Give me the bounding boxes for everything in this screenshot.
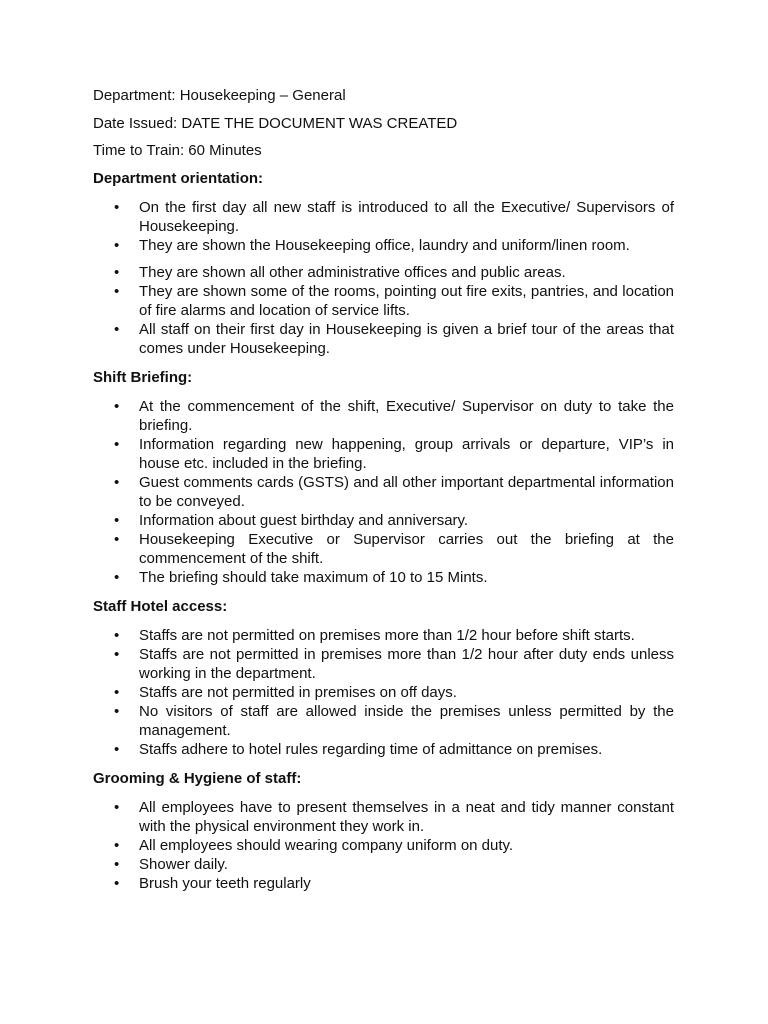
list-item (93, 798, 674, 836)
bullet-icon: • (114, 236, 120, 254)
list-item (93, 645, 674, 683)
list-item (93, 530, 674, 568)
shift-briefing-list (93, 397, 674, 587)
list-item (93, 740, 674, 759)
list-item-text: Housekeeping Executive or Supervisor carries out the briefing at the commencement of the shift. (139, 530, 674, 567)
list-item-text: Brush your teeth regularly (139, 874, 311, 892)
bullet-icon: • (114, 798, 120, 816)
bullet-icon: • (114, 435, 120, 453)
list-item-text: Staffs are not permitted in premises more than 1/2 hour after duty ends unless working in the department. (139, 645, 674, 682)
bullet-icon: • (114, 263, 120, 281)
bullet-icon: • (114, 511, 120, 529)
bullet-icon: • (114, 645, 120, 663)
list-item-text: Shower daily. (139, 855, 228, 873)
list-item (93, 198, 674, 236)
bullet-icon: • (114, 874, 120, 892)
list-item (93, 435, 674, 473)
section-heading-shift-briefing: Shift Briefing: (93, 368, 193, 386)
time-to-train-line: Time to Train: 60 Minutes (93, 142, 262, 159)
bullet-icon: • (114, 626, 120, 644)
list-item (93, 702, 674, 740)
section-heading-staff-hotel-access: Staff Hotel access: (93, 597, 228, 615)
list-item-text: Staffs are not permitted in premises on off days. (139, 683, 457, 701)
list-item-text: The briefing should take maximum of 10 to 15 Mints. (139, 568, 488, 586)
list-item (93, 236, 674, 255)
bullet-icon: • (114, 568, 120, 586)
list-item-text: On the first day all new staff is introduced to all the Executive/ Supervisors of Housekeeping. (139, 198, 674, 235)
date-issued-line: Date Issued: DATE THE DOCUMENT WAS CREATED (93, 114, 458, 132)
list-item-text: At the commencement of the shift, Executive/ Supervisor on duty to take the briefing. (139, 397, 674, 434)
bullet-icon: • (114, 397, 120, 415)
list-item-text: No visitors of staff are allowed inside the premises unless permitted by the management. (139, 702, 674, 739)
list-item-text: They are shown all other administrative offices and public areas. (139, 263, 566, 281)
list-item (93, 683, 674, 702)
list-item (93, 511, 674, 530)
bullet-icon: • (114, 320, 120, 338)
grooming-hygiene-list (93, 798, 674, 893)
bullet-icon: • (114, 683, 120, 701)
list-item-text: Information regarding new happening, group arrivals or departure, VIP’s in house etc. included in the briefing. (139, 435, 674, 472)
list-item-text: Staffs adhere to hotel rules regarding time of admittance on premises. (139, 740, 603, 758)
list-item (93, 836, 674, 855)
bullet-icon: • (114, 473, 120, 491)
list-item-text: They are shown the Housekeeping office, laundry and uniform/linen room. (139, 236, 630, 254)
list-item-text: All staff on their first day in Housekeeping is given a brief tour of the areas that comes under Housekeeping. (139, 320, 674, 357)
bullet-icon: • (114, 740, 120, 758)
department-line: Department: Housekeeping – General (93, 87, 346, 104)
department-orientation-list (93, 198, 674, 358)
list-item (93, 320, 674, 358)
section-heading-grooming-hygiene: Grooming & Hygiene of staff: (93, 769, 302, 787)
section-heading-department-orientation: Department orientation: (93, 169, 264, 187)
list-item (93, 568, 674, 587)
bullet-icon: • (114, 836, 120, 854)
list-item (93, 874, 674, 893)
list-item (93, 473, 674, 511)
list-item-text: All employees have to present themselves in a neat and tidy manner constant with the physical environment they work in. (139, 798, 674, 835)
bullet-icon: • (114, 702, 120, 720)
list-item (93, 282, 674, 320)
bullet-icon: • (114, 282, 120, 300)
list-item-text: Staffs are not permitted on premises more than 1/2 hour before shift starts. (139, 626, 635, 644)
bullet-icon: • (114, 855, 120, 873)
list-item-text: Guest comments cards (GSTS) and all other important departmental information to be conveyed. (139, 473, 674, 510)
staff-hotel-access-list (93, 626, 674, 759)
list-item-text: They are shown some of the rooms, pointing out fire exits, pantries, and location of fire alarms and location of service lifts. (139, 282, 674, 319)
list-item-text: All employees should wearing company uniform on duty. (139, 836, 514, 854)
list-item-text: Information about guest birthday and anniversary. (139, 511, 469, 529)
bullet-icon: • (114, 198, 120, 216)
list-item (93, 263, 674, 282)
list-item (93, 397, 674, 435)
list-item (93, 626, 674, 645)
list-item (93, 855, 674, 874)
bullet-icon: • (114, 530, 120, 548)
